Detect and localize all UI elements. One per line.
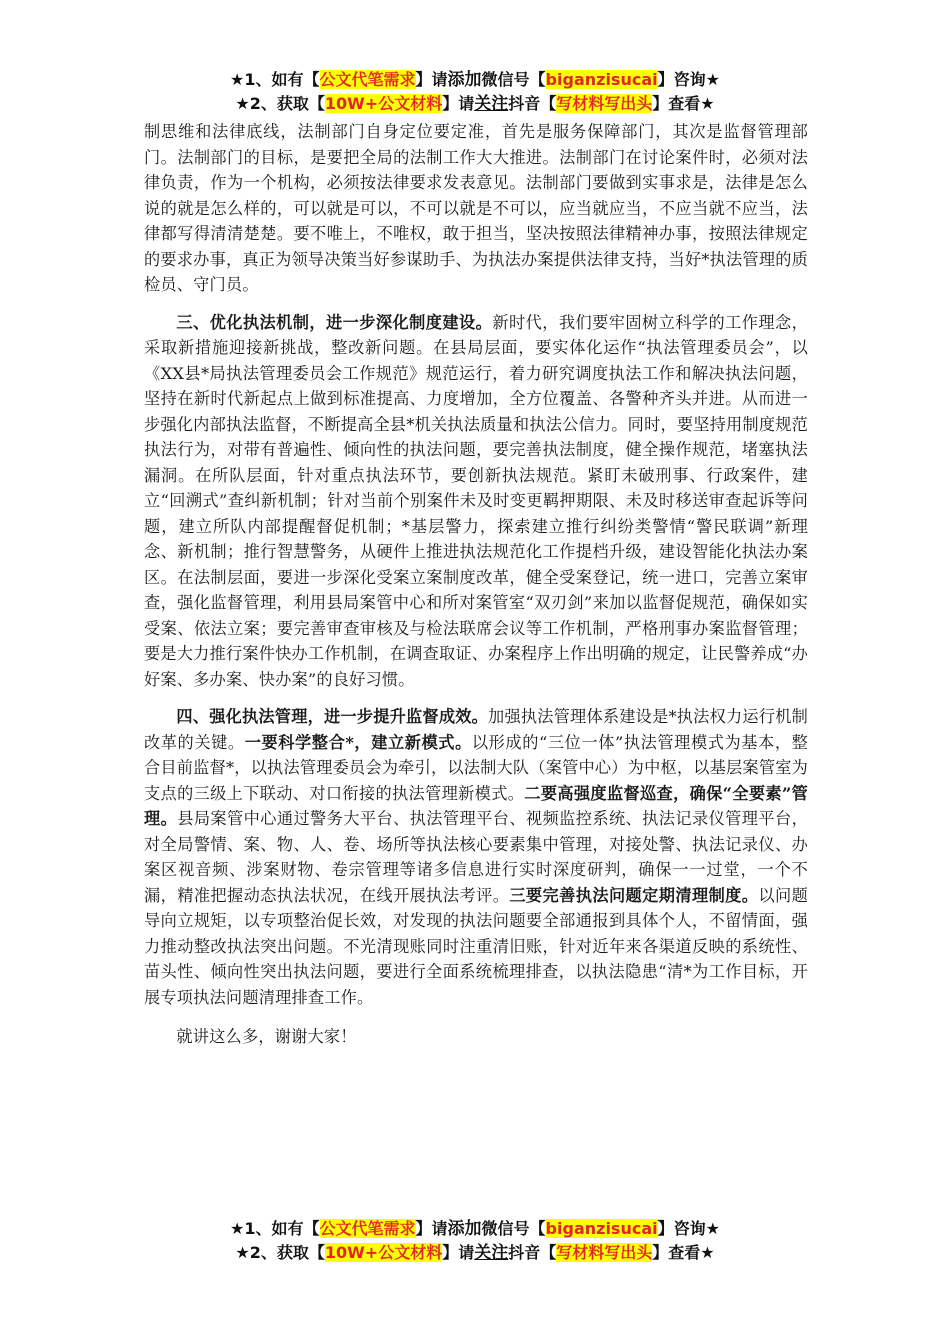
banner-line-2 — [0, 92, 950, 116]
paragraph-section-four — [144, 704, 808, 1010]
paragraph-continuation: 制思维和法律底线，法制部门自身定位要定准，首先是服务保障部门，其次是监督管理部门。法制部门的目标，是要把全局的法制工作大大推进。法制部门在讨论案件时，必须对法律负责，作为一个机构，必须按法律要求发表意见。法制部门要做到实事求是，法律是怎么说的就是怎么样的，可以就是可以，不可以就是不可以，应当就应当，不应当就不应当，法律都写得清清楚楚。要不唯上，不唯权，敢于担当，坚决按照法律精神办事，按照法律规定的要求办事，真正为领导决策当好参谋助手、为执法办案提供法律支持，当好*执法管理的质检员、守门员。 — [144, 122, 808, 294]
banner-emphasis: 添加 — [447, 70, 482, 90]
section-heading: 四、强化执法管理，进一步提升监督成效。 — [176, 707, 489, 726]
document-body — [144, 119, 808, 1062]
paragraph-text: 以形成的“三位一体”执法管理模式为基本，整合目前监督*，以执法管理委员会为牵引，以法制大队（案管中心）为中枢，以基层案管室为支点的三级上下联动、对口衔接的执法管理新模式。 — [144, 732, 809, 803]
footer-banner — [0, 1217, 950, 1265]
banner-text: 】查看★ — [652, 94, 715, 113]
bold-point: 二要高强度监督巡查，确保“全要素”管理。 — [144, 783, 808, 828]
banner-text: ★2、获取【 — [235, 94, 325, 113]
paragraph-text: 加强执法管理体系建设是*执法权力运行机制改革的关键。 — [144, 707, 808, 752]
banner-highlight: 公文代笔需求 — [319, 1219, 416, 1238]
paragraph-text: 县局案管中心通过警务大平台、执法管理平台、视频监控系统、执法记录仪管理平台，对全局警情、案、物、人、卷、场所等执法核心要素集中管理，对接处警、执法记录仪、办案区视音频、涉案财物、卷宗管理等诸多信息进行实时深度研判，确保一一过堂，一个不漏，精准把握动态执法状况，在线开展执法考评。 — [144, 809, 808, 905]
banner-text: 抖音【 — [508, 1243, 557, 1262]
bold-point: 三要完善执法问题定期清理制度。 — [509, 885, 759, 905]
banner-text: 】请 — [442, 94, 475, 113]
bold-point: 一要科学整合*，建立新模式。 — [244, 732, 472, 752]
banner-line-1 — [0, 1217, 950, 1241]
paragraph-text: 新时代，我们要牢固树立科学的工作理念，采取新措施迎接新挑战，整改新问题。在县局层面，要实体化运作“执法管理委员会”，以《XX县*局执法管理委员会工作规范》规范运行，着力研究调度执法工作和解决执法问题，坚持在新时代新起点上做到标准提高、力度增加，全方位覆盖、各警种齐头并进。从而进一步强化内部执法监督，不断提高全县*机关执法质量和执法公信力。同时，要坚持用制度规范执法行为，对带有普遍性、倾向性的执法问题，要完善执法制度，健全操作规范，堵塞执法漏洞。在所队层面，针对重点执法环节，要创新执法规范。紧盯未破刑事、行政案件，建立“回溯式”查纠新机制；针对当前个别案件未及时变更羁押期限、未及时移送审查起诉等问题，建立所队内部提醒督促机制；*基层警力，探索建立推行纠纷类警情“警民联调”新理念、新机制；推行智慧警务，从硬件上推进执法规范化工作提档升级，建设智能化执法办案区。在法制层面，要进一步深化受案立案制度改革，健全受案登记，统一进口，完善立案审查，强化监督管理，利用县局案管中心和所对案管室“双刃剑”来加以监督促规范，确保如实受案、依法立案；要完善审查审核及与检法联席会议等工作机制，严格刑事办案监督管理；要是大力推行案件快办工作机制，在调查取证、办案程序上作出明确的规定，让民警养成“办好案、多办案、快办案”的良好习惯。 — [144, 312, 808, 689]
banner-douyin-account: 写材料写出头 — [556, 1243, 653, 1262]
closing-remark: 就讲这么多，谢谢大家！ — [176, 1027, 357, 1046]
banner-text: 】查看★ — [652, 1243, 715, 1262]
banner-text: ★1、如有【 — [230, 70, 320, 89]
section-heading: 三、优化执法机制，进一步深化制度建设。 — [176, 312, 493, 332]
banner-highlight: 10W+公文材料 — [324, 94, 443, 113]
banner-wechat-id: biganzisucai — [545, 1219, 658, 1238]
paragraph-section-three — [144, 310, 808, 693]
banner-text: 】请 — [415, 1219, 448, 1238]
banner-wechat-id: biganzisucai — [545, 70, 658, 89]
banner-text: 】请 — [442, 1243, 475, 1262]
banner-line-1 — [0, 68, 950, 92]
banner-text: 】咨询★ — [657, 70, 720, 89]
paragraph-text: 以问题导向立规矩，以专项整治促长效，对发现的执法问题要全部通报到具体个人，不留情面，强力推动整改执法突出问题。不光清现账同时注重清旧账，针对近年来各渠道反映的系统性、苗头性、倾向性突出执法问题，要进行全面系统梳理排查，以执法隐患“清*为工作目标，开展专项执法问题清理排查工作。 — [144, 885, 808, 1007]
banner-line-2 — [0, 1241, 950, 1265]
banner-emphasis: 关注 — [474, 94, 509, 114]
header-banner — [0, 68, 950, 116]
banner-text: 】咨询★ — [657, 1219, 720, 1238]
banner-text: 微信号【 — [481, 70, 546, 89]
banner-douyin-account: 写材料写出头 — [556, 94, 653, 113]
banner-text: 微信号【 — [481, 1219, 546, 1238]
banner-text: ★1、如有【 — [230, 1219, 320, 1238]
banner-emphasis: 添加 — [447, 1219, 482, 1239]
banner-text: 抖音【 — [508, 94, 557, 113]
banner-highlight: 10W+公文材料 — [324, 1243, 443, 1262]
banner-emphasis: 关注 — [474, 1243, 509, 1263]
banner-highlight: 公文代笔需求 — [319, 70, 416, 89]
banner-text: ★2、获取【 — [235, 1243, 325, 1262]
banner-text: 】请 — [415, 70, 448, 89]
